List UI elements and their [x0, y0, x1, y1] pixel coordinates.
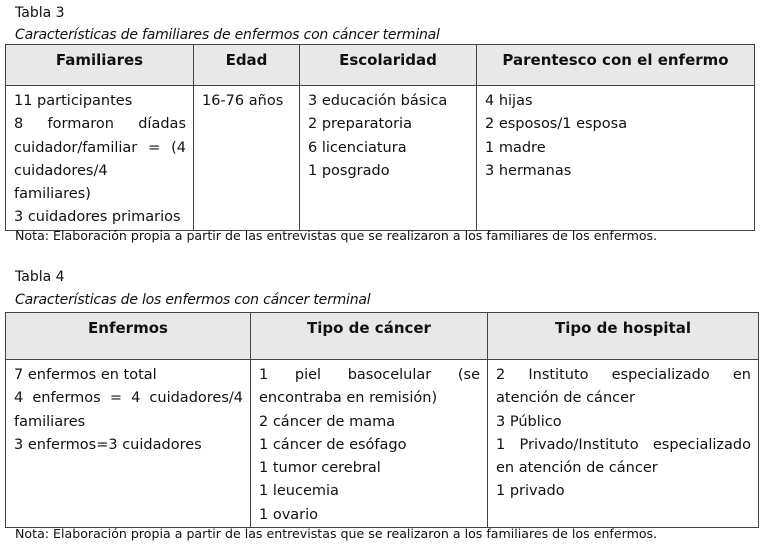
table4-note: Nota: Elaboración propia a partir de las entrevistas que se realizaron a los familiares de los enfermos.: [15, 526, 658, 541]
table4-cell-enfermos: [6, 360, 251, 528]
table3-header-row: [6, 45, 755, 86]
table3-header-edad: Edad: [194, 45, 300, 86]
table3-escolaridad-line: 1 posgrado: [308, 162, 390, 179]
table4-hospital-line: 1 privado: [496, 483, 565, 500]
table4-caption: Características de los enfermos con cáncer terminal: [15, 292, 371, 308]
table3-note: Nota: Elaboración propia a partir de las entrevistas que se realizaron a los familiares de los enfermos.: [15, 228, 658, 243]
table3: [5, 44, 755, 231]
table4-row: [6, 360, 759, 528]
table4-hospital-line: 2 Instituto especializado en atención de cáncer: [496, 367, 751, 407]
table3-parentesco-line: 1 madre: [485, 139, 546, 156]
table4-hospital-line: 1 Privado/Instituto especializado en atención de cáncer: [496, 436, 751, 477]
table3-escolaridad-line: 6 licenciatura: [308, 139, 407, 156]
table3-caption: Características de familiares de enfermos con cáncer terminal: [15, 27, 440, 43]
table3-cell-familiares: [6, 86, 194, 231]
table4: [5, 312, 759, 528]
table4-header-tipo-hospital: Tipo de hospital: [488, 313, 759, 360]
table3-familiares-line: 11 participantes: [14, 93, 133, 109]
table3-parentesco-line: 2 esposos/1 esposa: [485, 116, 628, 133]
table3-cell-parentesco: [477, 86, 755, 231]
table4-hospital-line: 3 Público: [496, 413, 562, 430]
table3-cell-escolaridad: [300, 86, 477, 231]
table3-parentesco-line: 3 hermanas: [485, 162, 572, 179]
table4-cancer-line: 1 tumor cerebral: [259, 460, 381, 477]
table4-enfermos-line: 7 enfermos en total: [14, 367, 157, 383]
table4-enfermos-line: 3 enfermos=3 cuidadores: [14, 436, 202, 453]
table4-cell-tipo-cancer: [251, 360, 488, 528]
table3-cell-edad: [194, 86, 300, 231]
table3-familiares-line: 8 formaron díadas cuidador/familiar = (4 cuidadores/4 familiares): [14, 116, 186, 203]
table4-label: Tabla 4: [15, 269, 65, 285]
table4-cancer-line: 1 leucemia: [259, 483, 339, 500]
table3-label: Tabla 3: [15, 5, 65, 21]
table3-header-escolaridad: Escolaridad: [300, 45, 477, 86]
table4-header-tipo-cancer: Tipo de cáncer: [251, 313, 488, 360]
table4-header-enfermos: Enfermos: [6, 313, 251, 360]
table3-parentesco-line: 4 hijas: [485, 93, 533, 109]
table4-cell-tipo-hospital: [488, 360, 759, 528]
table4-cancer-line: 1 ovario: [259, 506, 319, 523]
table4-enfermos-line: 4 enfermos = 4 cuidadores/4 familiares: [14, 390, 243, 430]
table4-header-row: [6, 313, 759, 360]
table3-header-familiares: Familiares: [6, 45, 194, 86]
table3-header-parentesco: Parentesco con el enfermo: [477, 45, 755, 86]
table3-row: [6, 86, 755, 231]
table4-cancer-line: 1 cáncer de esófago: [259, 436, 407, 453]
table3-escolaridad-line: 3 educación básica: [308, 93, 448, 109]
table3-edad-line: 16-76 años: [202, 93, 284, 109]
table4-cancer-line: 2 cáncer de mama: [259, 413, 396, 430]
table4-cancer-line: 1 piel basocelular (se encontraba en remisión): [259, 367, 480, 407]
table3-familiares-line: 3 cuidadores primarios: [14, 209, 181, 226]
table3-escolaridad-line: 2 preparatoria: [308, 116, 412, 133]
